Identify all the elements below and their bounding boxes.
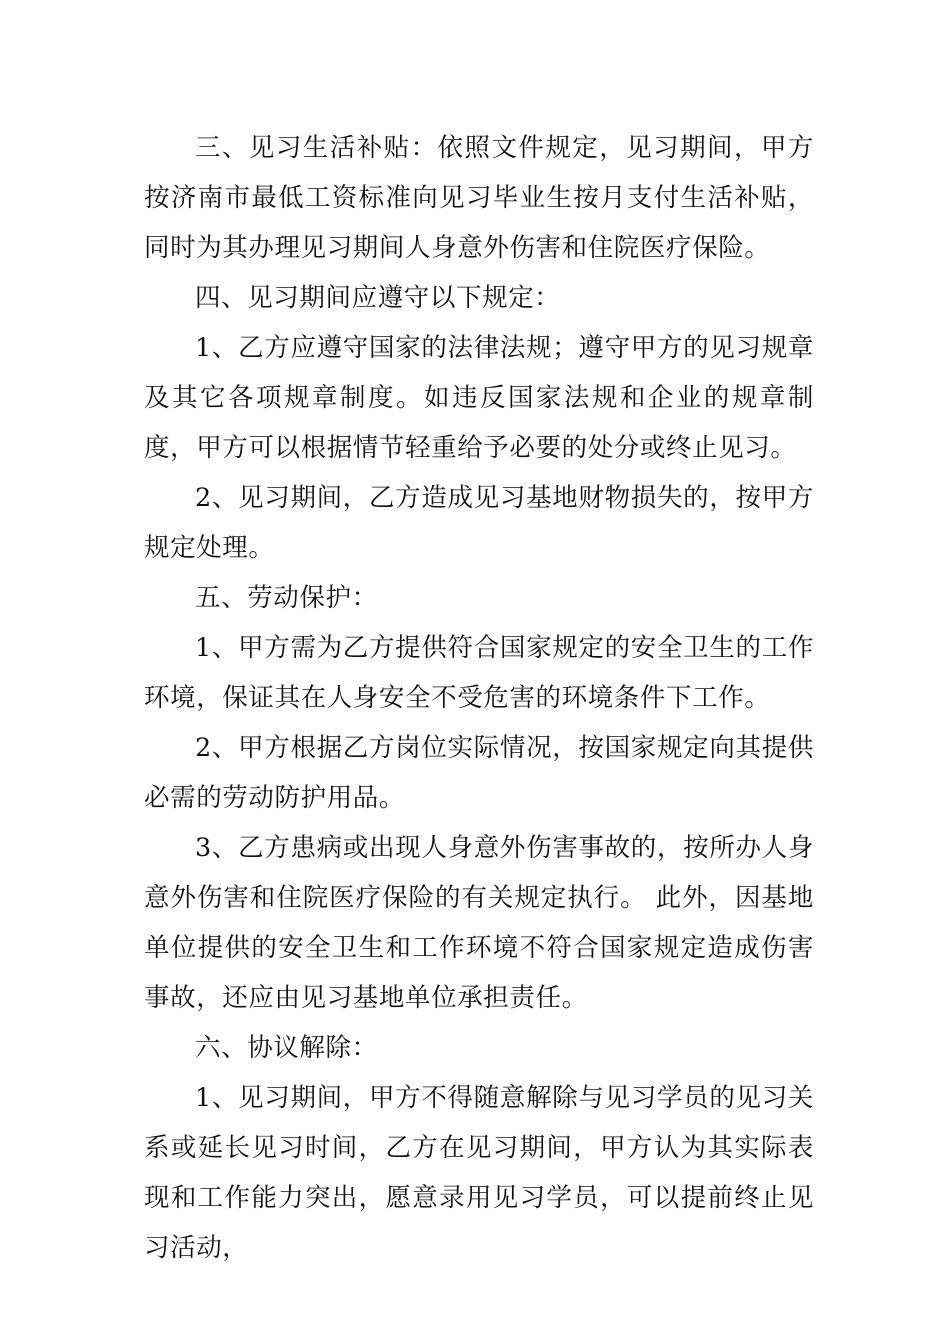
paragraph-section-6-item-1: 1、见习期间，甲方不得随意解除与见习学员的见习关系或延长见习时间，乙方在见习期间，甲方认为其实际表现和工作能力突出，愿意录用见习学员，可以提前终止见习活动， bbox=[144, 1083, 814, 1263]
paragraph-section-5-item-1: 1、甲方需为乙方提供符合国家规定的安全卫生的工作环境，保证其在人身安全不受危害的环境条件下工作。 bbox=[144, 633, 814, 713]
document-body bbox=[144, 123, 814, 1273]
paragraph-section-6-heading: 六、协议解除： bbox=[195, 1033, 378, 1063]
paragraph-section-3-living-allowance: 三、见习生活补贴：依照文件规定，见习期间，甲方按济南市最低工资标准向见习毕业生按月支付生活补贴，同时为其办理见习期间人身意外伤害和住院医疗保险。 bbox=[144, 133, 814, 263]
paragraph-section-4-heading: 四、见习期间应遵守以下规定： bbox=[195, 283, 561, 313]
paragraph-section-4-item-1: 1、乙方应遵守国家的法律法规；遵守甲方的见习规章及其它各项规章制度。如违反国家法规和企业的规章制度，甲方可以根据情节轻重给予必要的处分或终止见习。 bbox=[144, 333, 814, 463]
paragraph-section-5-heading: 五、劳动保护： bbox=[195, 583, 378, 613]
paragraph-section-4-item-2: 2、见习期间，乙方造成见习基地财物损失的，按甲方规定处理。 bbox=[144, 483, 814, 563]
paragraph-section-5-item-2: 2、甲方根据乙方岗位实际情况，按国家规定向其提供必需的劳动防护用品。 bbox=[144, 733, 814, 813]
paragraph-section-5-item-3: 3、乙方患病或出现人身意外伤害事故的，按所办人身意外伤害和住院医疗保险的有关规定执行。 此外，因基地单位提供的安全卫生和工作环境不符合国家规定造成伤害事故，还应由见习基地单位承担责任。 bbox=[144, 833, 814, 1013]
